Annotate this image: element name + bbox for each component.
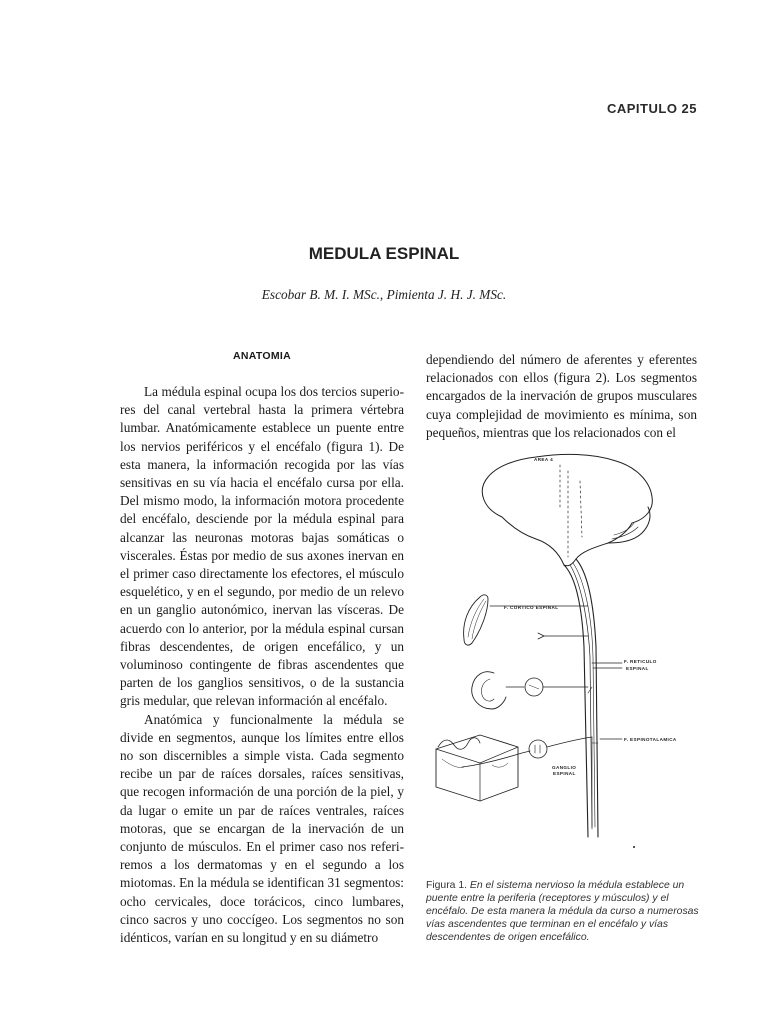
chapter-label: CAPITULO 25 [606, 101, 697, 116]
authors-line: Escobar B. M. I. MSc., Pimienta J. H. J. MSc. [261, 287, 507, 302]
brain-outline-icon [482, 454, 652, 565]
figure-caption [426, 879, 699, 944]
paragraph: dependiendo del número de aferentes y eferentes relacionados con ellos (figura 2). Los segmentos encargados de la inervación de grupos musculares cuya complejidad de movimiento es mínima, son pequeños, mientras que los relacionados con el [426, 352, 697, 440]
caption-label: Figura 1. [426, 880, 468, 891]
page-title: MEDULA ESPINAL [308, 244, 460, 263]
cerebellum-icon [608, 507, 650, 543]
right-column [426, 351, 697, 442]
spinal-cord-illustration [432, 447, 700, 872]
figure-spinal-cord-diagram [432, 447, 700, 872]
label-corticoespinal: F. CORTICO ESPINAL [504, 605, 559, 610]
spinal-ganglion-icon [529, 740, 547, 758]
section-heading: ANATOMIA [232, 350, 291, 362]
caption-text: En el sistema nervioso la médula establece un puente entre la periferia (receptores y músculos) y el encéfalo. De esta manera la médula da curso a numerosas vías ascendentes que terminan en el encéfalo y vías descendentes de origen encefálico. [426, 880, 699, 943]
left-column [120, 346, 404, 947]
label-ganglio-1: GANGLIO [552, 765, 577, 770]
label-ganglio-2: ESPINAL [553, 771, 576, 776]
muscle-icon [464, 595, 488, 645]
paragraph: Anatómica y funcionalmente la médula se divide en segmentos, aunque los límites entre ellos no son discernibles a simple vista. Cada segmento recibe un par de raíces dorsales, raíces sensitivas, que recogen información de una porción de la piel, y da lugar o emite un par de raíces ventrales, raíces motoras, que se encargan de la inervación de un conjunto de músculos. En el primer caso nos referiremos a los dermatomas y en el segundo a los miotomas. En la médula se identifican 31 segmentos: ocho cervicales, doce torácicos, cinco lumbares, cinco sacros y uno coccígeo. Los segmentos no son idénticos, varían en su longitud y en su diámetro [120, 711, 404, 946]
label-reticuloespinal-2: ESPINAL [626, 666, 649, 671]
label-reticuloespinal-1: F. RETICULO [624, 659, 657, 664]
label-area-4: AREA 4 [534, 457, 554, 462]
paragraph: La médula espinal ocupa los dos tercios superiores del canal vertebral hasta la primera vértebra lumbar. Anatómicamente establece un puente entre los nervios periféricos y el encéfalo (figura 1). De esta manera, la información recogida por las vías sensitivas en su vía hacia el encéfalo cursa por ella. Del mismo modo, la información motora procedente del encéfalo, desciende por la médula espinal para alcanzar las neuronas motoras bajas somáticas o viscerales. Éstas por medio de sus axones inervan en el primer caso directamente los efectores, el músculo esquelético, y en el segundo, por medio de un relevo en un ganglio autonómico, inervan las vísceras. De acuerdo con lo anterior, por la médula espinal cursan fibras descendentes, de origen encefálico, y un voluminoso contingente de fibras ascendentes que parten de los ganglios sensitivos, o de la sustancia gris medular, que relevan información al encéfalo. [120, 384, 404, 709]
skin-block-icon [436, 735, 518, 801]
label-espinotalamica: F. ESPINOTALAMICA [624, 737, 677, 742]
visceral-organ-icon [472, 672, 506, 709]
